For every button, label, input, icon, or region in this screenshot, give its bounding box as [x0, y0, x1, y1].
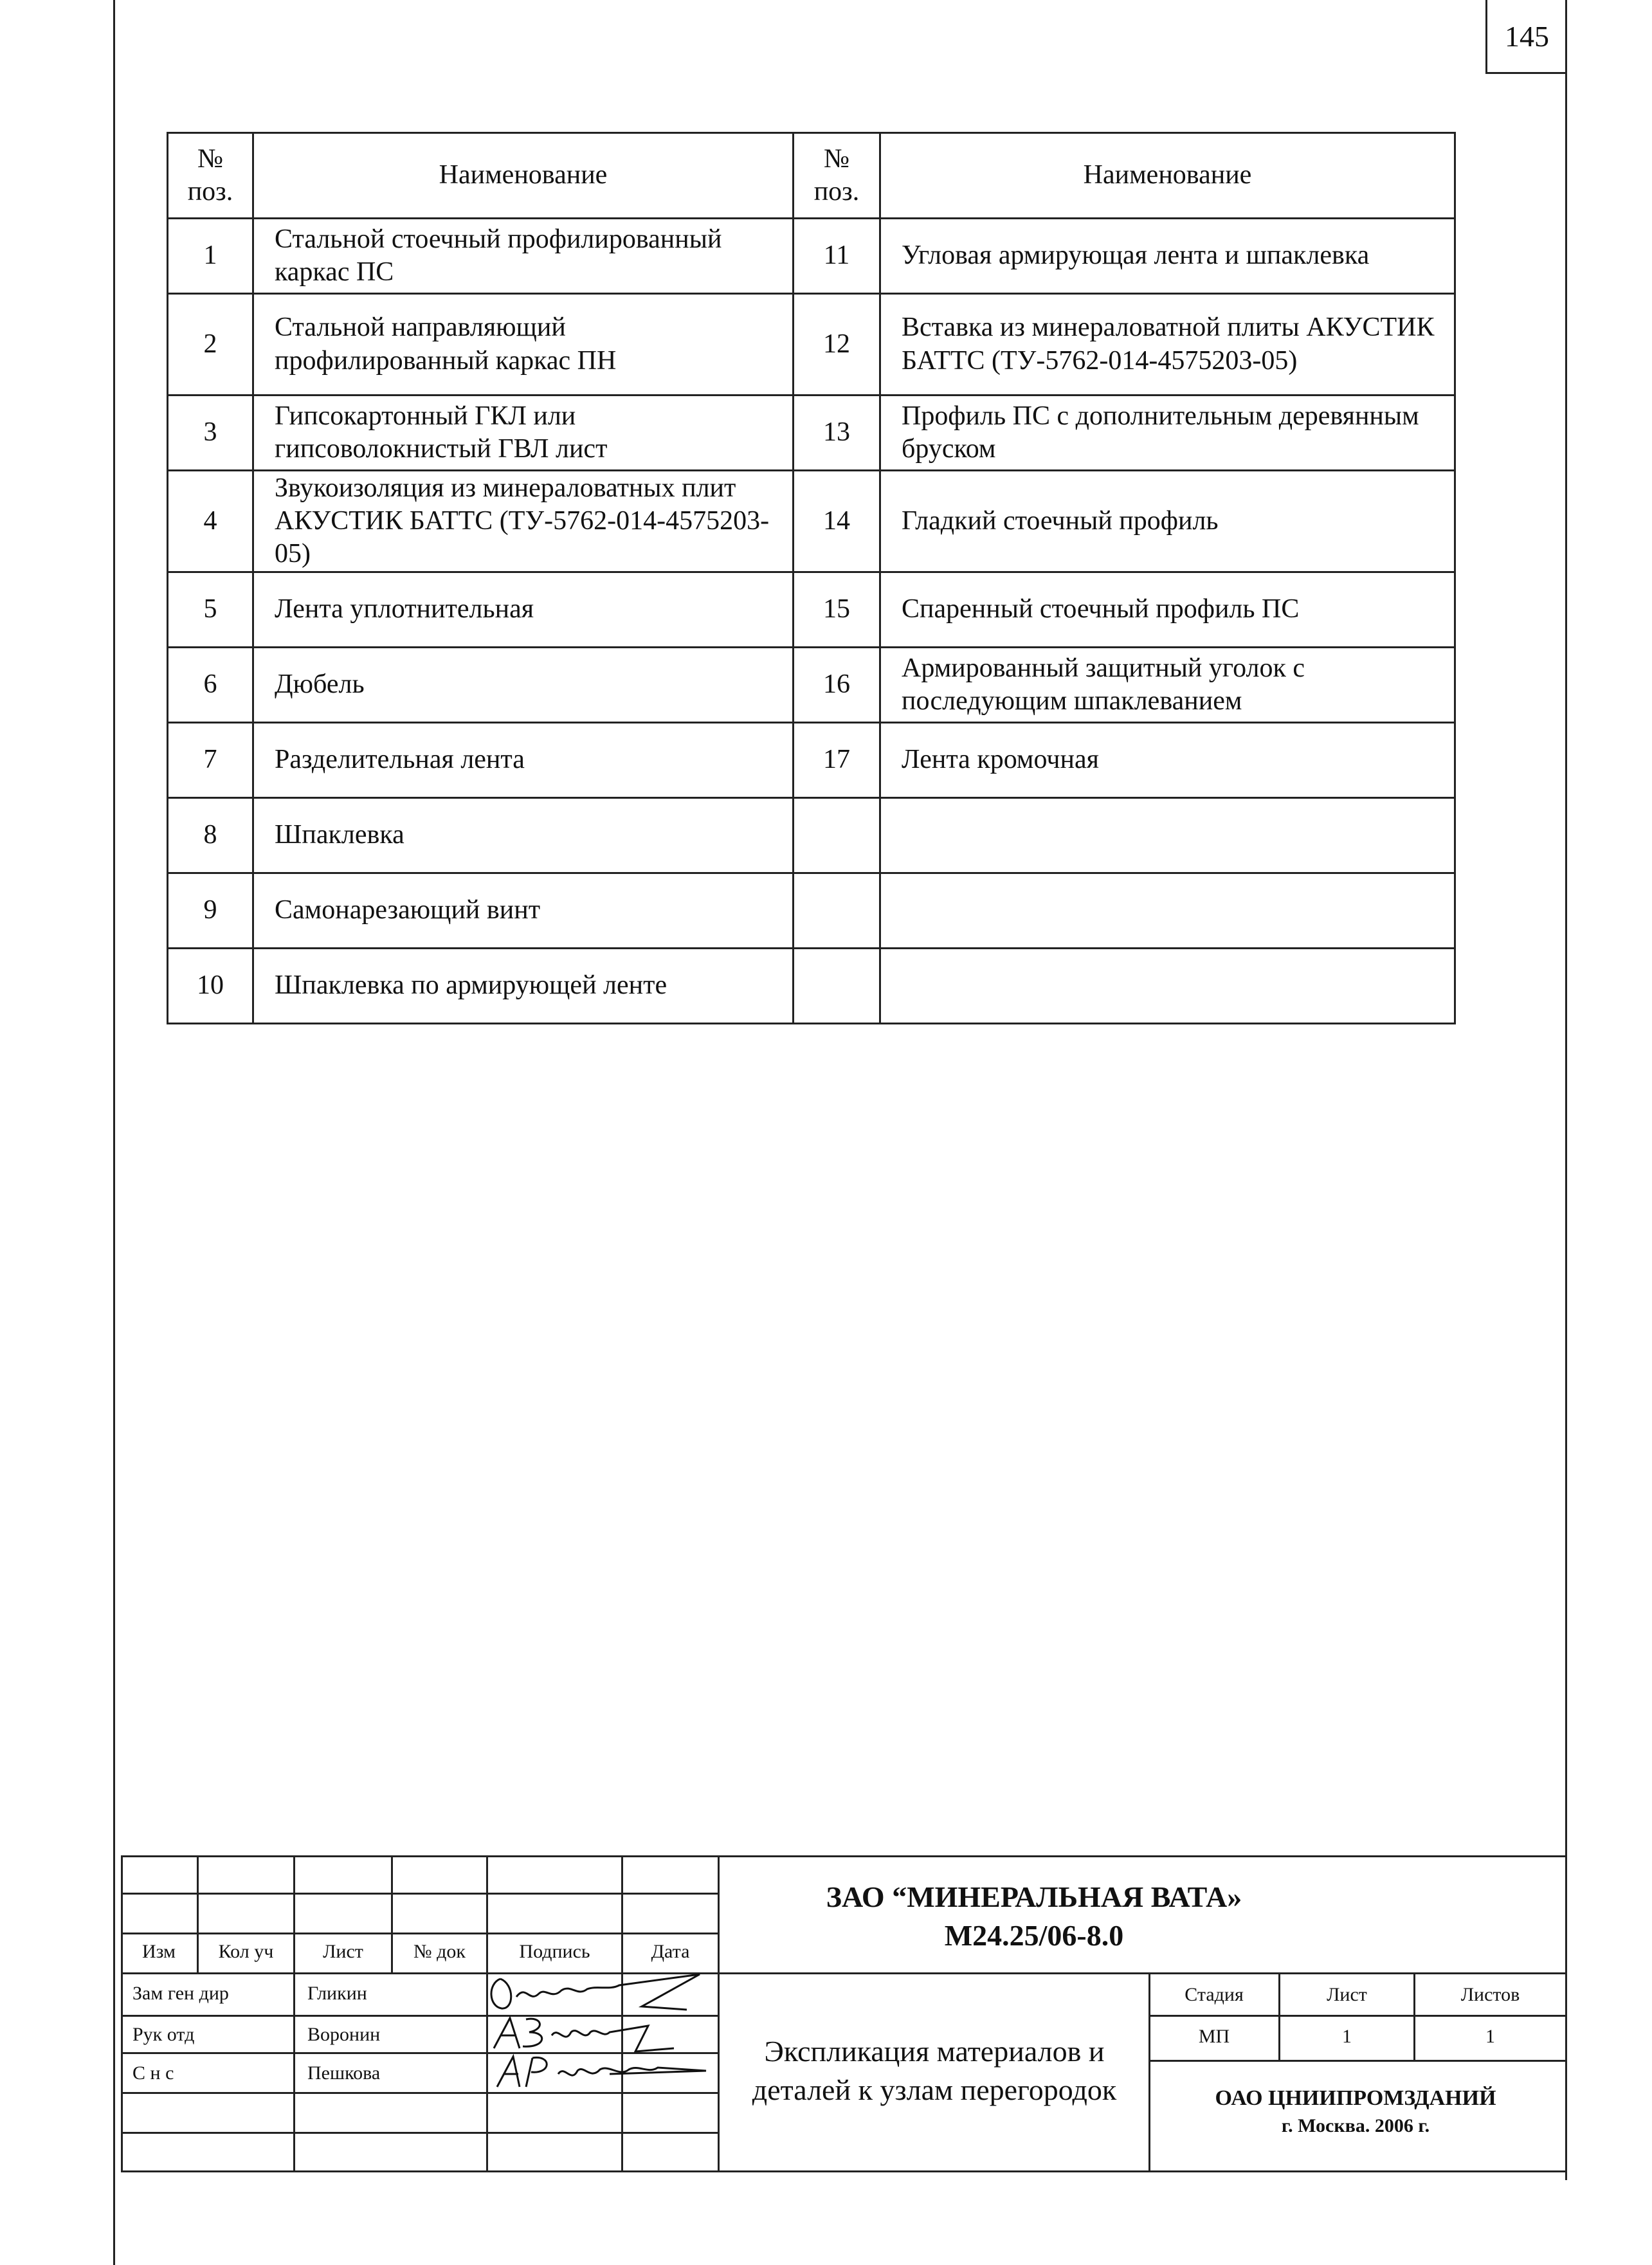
header-num-1: № поз.: [168, 133, 253, 219]
pos-number: [794, 873, 880, 949]
pos-number: 16: [794, 648, 880, 723]
name-voronin: Воронин: [307, 2024, 381, 2045]
margin-line-right: [1565, 0, 1567, 2180]
sheets-header: Листов: [1460, 1984, 1520, 2005]
header-name-1: Наименование: [253, 133, 794, 219]
item-name: Лента уплотнительная: [253, 572, 794, 648]
pos-number: 9: [168, 873, 253, 949]
item-name: Спаренный стоечный профиль ПС: [880, 572, 1455, 648]
sheet-value: 1: [1342, 2026, 1352, 2047]
pos-number: 3: [168, 396, 253, 471]
grid-line: [293, 1855, 295, 2172]
doc-code: М24.25/06-8.0: [944, 1918, 1124, 1952]
grid-line: [121, 1972, 1566, 1974]
item-name: Гипсокартонный ГКЛ или гипсоволокнистый ГВЛ лист: [253, 396, 794, 471]
role-zam-gen-dir: Зам ген дир: [132, 1983, 229, 2004]
col-podpis: Подпись: [519, 1941, 590, 1962]
table-row: [168, 219, 1455, 294]
col-kol-uch: Кол уч: [218, 1941, 274, 1962]
page-number: 145: [1485, 0, 1566, 74]
table-row: [168, 471, 1455, 572]
grid-line: [121, 1933, 719, 1934]
role-ruk-otd: Рук отд: [132, 2024, 195, 2045]
margin-line-left: [113, 0, 115, 2265]
name-glikin: Гликин: [307, 1983, 367, 2004]
col-data: Дата: [651, 1941, 690, 1962]
item-name: Вставка из минераловатной плиты АКУСТИК БАТТС (ТУ-5762-014-4575203-05): [880, 294, 1455, 396]
item-name: Лента кромочная: [880, 723, 1455, 798]
pos-number: 2: [168, 294, 253, 396]
pos-number: 8: [168, 798, 253, 873]
item-name: [880, 873, 1455, 949]
pos-number: [794, 949, 880, 1024]
item-name: Армированный защитный уголок с последующим шпаклеванием: [880, 648, 1455, 723]
grid-line: [121, 1893, 719, 1895]
org-name: ЗАО “МИНЕРАЛЬНАЯ ВАТА»: [826, 1880, 1242, 1913]
item-name: Самонарезающий винт: [253, 873, 794, 949]
signature-glikin: [481, 1971, 713, 2016]
pos-number: 7: [168, 723, 253, 798]
pos-number: [794, 798, 880, 873]
document-title: Экспликация материалов и деталей к узлам перегородок: [752, 2035, 1117, 2106]
header-name-2: Наименование: [880, 133, 1455, 219]
table-row: [168, 648, 1455, 723]
pos-number: 14: [794, 471, 880, 572]
table-row: [168, 723, 1455, 798]
sheets-value: 1: [1485, 2026, 1495, 2047]
pos-number: 13: [794, 396, 880, 471]
pos-number: 11: [794, 219, 880, 294]
pos-number: 12: [794, 294, 880, 396]
table-row: [168, 294, 1455, 396]
item-name: Профиль ПС с дополнительным деревянным бруском: [880, 396, 1455, 471]
table-row: [168, 798, 1455, 873]
institute-name: ОАО ЦНИИПРОМЗДАНИЙ: [1215, 2086, 1496, 2110]
table-row: [168, 572, 1455, 648]
grid-line: [1150, 2060, 1566, 2062]
item-name: [880, 798, 1455, 873]
pos-number: 4: [168, 471, 253, 572]
item-name: Дюбель: [253, 648, 794, 723]
name-peshkova: Пешкова: [307, 2062, 381, 2084]
stage-header: Стадия: [1185, 1984, 1244, 2005]
signature-peshkova: [481, 2051, 713, 2097]
item-name: Шпаклевка по армирующей ленте: [253, 949, 794, 1024]
item-name: Разделительная лента: [253, 723, 794, 798]
header-num-2: № поз.: [794, 133, 880, 219]
stage-value: МП: [1198, 2026, 1230, 2047]
org-block: [719, 1878, 1349, 1955]
pos-number: 10: [168, 949, 253, 1024]
col-izm: Изм: [141, 1941, 176, 1962]
item-name: [880, 949, 1455, 1024]
grid-line: [121, 2132, 719, 2134]
title-block: [121, 1855, 1566, 2172]
city-year: г. Москва. 2006 г.: [1281, 2115, 1430, 2136]
item-name: Шпаклевка: [253, 798, 794, 873]
item-name: Гладкий стоечный профиль: [880, 471, 1455, 572]
item-name: Угловая армирующая лента и шпаклевка: [880, 219, 1455, 294]
sheet-header: Лист: [1327, 1984, 1367, 2005]
item-name: Стальной стоечный профилированный каркас ПС: [253, 219, 794, 294]
pos-number: 15: [794, 572, 880, 648]
pos-number: 5: [168, 572, 253, 648]
col-n-dok: № док: [413, 1941, 466, 1962]
table-row: [168, 396, 1455, 471]
grid-line: [1150, 2015, 1566, 2017]
pos-number: 1: [168, 219, 253, 294]
pos-number: 6: [168, 648, 253, 723]
table-row: [168, 949, 1455, 1024]
col-list: Лист: [323, 1941, 363, 1962]
item-name: Звукоизоляция из минераловатных плит АКУСТИК БАТТС (ТУ-5762-014-4575203-05): [253, 471, 794, 572]
grid-line: [1565, 1855, 1567, 2172]
role-sns: С н с: [132, 2062, 174, 2084]
table-row: [168, 873, 1455, 949]
item-name: Стальной направляющий профилированный каркас ПН: [253, 294, 794, 396]
materials-table: [167, 132, 1456, 1024]
pos-number: 17: [794, 723, 880, 798]
institute-block: [1150, 2084, 1561, 2139]
